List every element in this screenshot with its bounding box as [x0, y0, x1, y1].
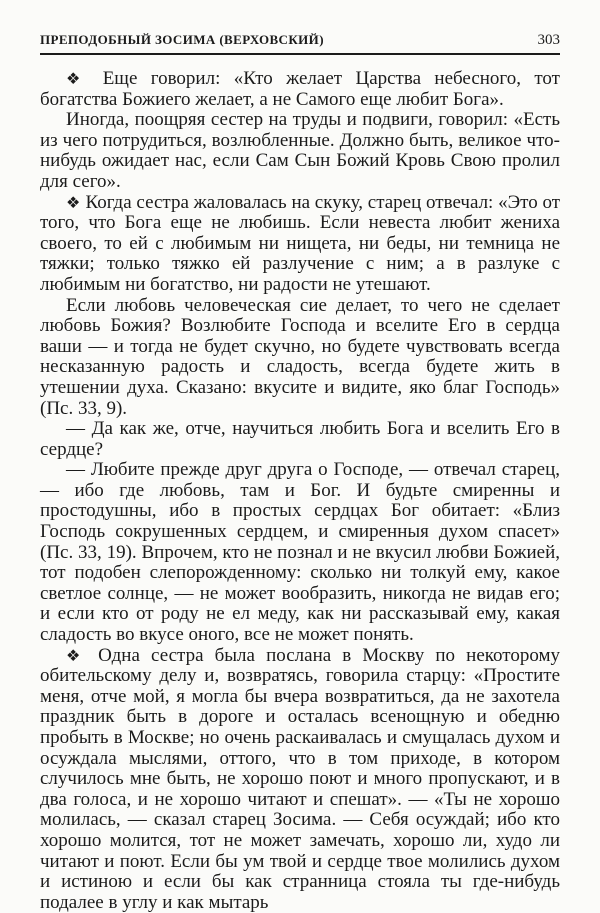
running-head-title: ПРЕПОДОБНЫЙ ЗОСИМА (ВЕРХОВСКИЙ)	[40, 32, 324, 47]
page-number: 303	[537, 32, 560, 48]
paragraph-text: — Любите прежде друг друга о Господе, — отвечал старец, — ибо где любовь, там и Бог. И будьте смиренны и простодушны, ибо в простых сердцах Бог обитает: «Близ Господь сокрушенных сердцем, и смиренныя духом спасет» (Пс. 33, 19). Впрочем, кто не познал и не вкусил любви Божией, тот подобен слепорожденному: сколько ни толкуй ему, какое светлое солнце, — не может вообразить, никогда не видав его; и если кто от роду не ел меду, как ни рассказывай ему, какая сладость во вкусе оного, все не может понять.	[40, 459, 560, 646]
paragraph	[40, 296, 560, 420]
diamond-ornament-icon: ❖	[66, 69, 103, 88]
paragraph	[40, 460, 560, 645]
header-rule	[40, 53, 560, 55]
paragraph	[40, 646, 560, 913]
paragraph	[40, 419, 560, 460]
running-head	[40, 32, 560, 53]
diamond-ornament-icon: ❖	[66, 645, 99, 665]
paragraph	[40, 193, 560, 296]
paragraph	[40, 110, 560, 192]
paragraph-text: — Да как же, отче, научиться любить Бога и вселить Его в сердце?	[40, 418, 560, 460]
diamond-ornament-icon: ❖	[66, 192, 86, 212]
paragraph-text: Если любовь человеческая сие делает, то чего не сделает любовь Божия? Возлюбите Господа и вселите Его в сердца ваши — и тогда не будет скучно, но будете чувствовать всегда несказанную радость и сладость, всегда будете жить в утешении духа. Сказано: вкусите и видите, яко благ Господь» (Пс. 33, 9).	[40, 294, 560, 419]
paragraph-text: Еще говорил: «Кто желает Царства небесного, тот богатства Божиего желает, а не Самого еще любит Бога».	[40, 68, 560, 110]
paragraph	[40, 69, 560, 110]
paragraph-text: Когда сестра жаловалась на скуку, старец отвечал: «Это от того, что Бога еще не любишь. Если невеста любит жениха своего, то ей с любимым ни нищета, ни беды, ни темница не тяжки; только тяжко ей разлучение с ним; а в разлуке с любимым ни богатство, ни радости не утешают.	[40, 191, 561, 295]
paragraph-text: Одна сестра была послана в Москву по некоторому обительскому делу и, возвратясь, говорила старцу: «Простите меня, отче мой, я могла бы вчера возвратиться, да не захотела праздник быть в дороге и осталась всенощную и обедню пробыть в Москве; но очень раскаивалась и смущалась духом и осуждала мыслями, оттого, что в том приходе, в котором случилось мне быть, не хорошо поют и много пропускают, и в два голоса, и не хорошо читают и спешат». — «Ты не хорошо молилась, — сказал старец Зосима. — Себя осуждай; ибо кто хорошо молится, тот не может замечать, хорошо ли, худо ли читают и поют. Если бы ум твой и сердце твое молились духом и истиною и если бы как странница стояла ты где-нибудь подалее в углу и как мытарь	[40, 644, 560, 913]
text-block	[40, 69, 560, 913]
paragraph-text: Иногда, поощряя сестер на труды и подвиги, говорил: «Есть из чего потрудиться, возлюбленные. Должно быть, великое что-нибудь ожидает нас, если Сам Сын Божий Кровь Свою пролил для сего».	[40, 109, 560, 192]
